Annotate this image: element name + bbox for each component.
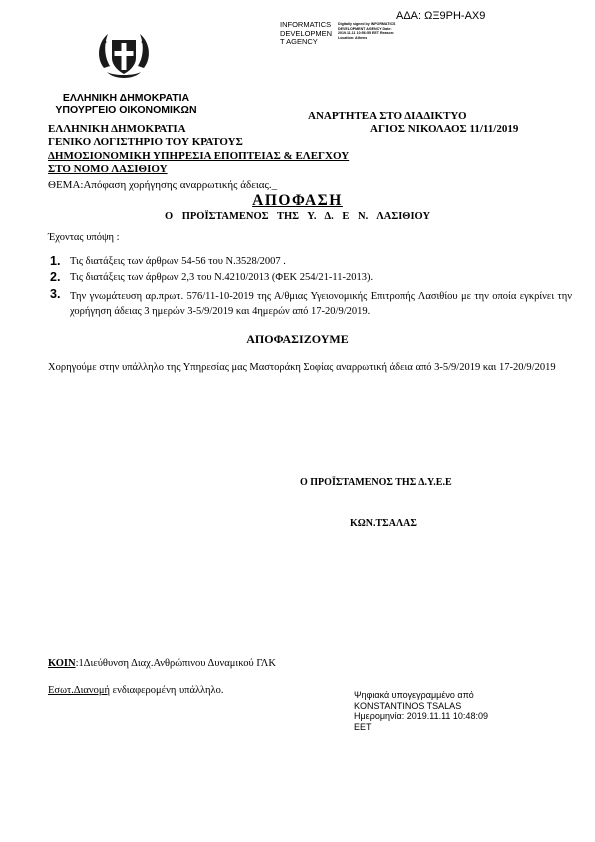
idg-signature-microtext: Digitally signed by INFORMATICS DEVELOPMENT AGENCY Date: 2019.11.11 10:56:55 EET Reason: Location: Athens xyxy=(338,22,396,40)
ada-code: ΑΔΑ: ΩΞ9ΡΗ-ΑΧ9 xyxy=(396,10,486,22)
internal-distribution-label: Εσωτ.Διανομή xyxy=(48,685,111,696)
posted-online-note: ΑΝΑΡΤΗΤΕΑ ΣΤΟ ΔΙΑΔΙΚΤΥΟ xyxy=(308,110,467,122)
head-signature-title: Ο ΠΡΟΪΣΤΑΜΕΝΟΣ ΤΗΣ Δ.Υ.Ε.Ε xyxy=(300,477,452,488)
emblem-caption xyxy=(44,92,208,116)
internal-distribution-line xyxy=(48,685,224,696)
head-title: Ο ΠΡΟΪΣΤΑΜΕΝΟΣ ΤΗΣ Υ. Δ. Ε Ν. ΛΑΣΙΘΙΟΥ xyxy=(164,211,431,222)
letterhead xyxy=(48,123,349,176)
having-regard-label: Έχοντας υπόψη : xyxy=(48,232,120,243)
letterhead-line: ΓΕΝΙΚΟ ΛΟΓΙΣΤΗΡΙΟ ΤΟΥ ΚΡΑΤΟΥΣ xyxy=(48,136,243,149)
digital-signature-line: Ημερομηνία: 2019.11.11 10:48:09 xyxy=(354,711,488,721)
consideration-text: Τις διατάξεις των άρθρων 2,3 του Ν.4210/2013 (ΦΕΚ 254/21-11-2013). xyxy=(70,272,374,283)
koin-line xyxy=(48,658,276,669)
decision-body: Χορηγούμε στην υπάλληλο της Υπηρεσίας μας Μαστοράκη Σοφίας αναρρωτική άδεια από 3-5/9/2019 και 17-20/9/2019 xyxy=(48,362,556,373)
consideration-number: 2. xyxy=(50,270,61,284)
place-date: ΑΓΙΟΣ ΝΙΚΟΛΑΟΣ 11/11/2019 xyxy=(370,123,519,135)
digital-signature-line: EET xyxy=(354,721,372,732)
digital-signature-line: KONSTANTINOS TSALAS xyxy=(354,700,462,711)
koin-label: ΚΟΙΝ xyxy=(48,658,76,669)
digital-signature-block xyxy=(354,690,488,732)
idg-line: INFORMATICS xyxy=(280,20,332,29)
idg-stamp-label xyxy=(280,21,332,47)
digital-signature-line: Ψηφιακά υπογεγραμμένο από xyxy=(354,690,474,700)
consideration-text: Την γνωμάτευση αρ.πρωτ. 576/11-10-2019 της Α/θμιας Υγειονομικής Επιτροπής Λασιθίου με την οποία εγκρίνει την χορήγηση άδειας 3 ημερών 3-5/9/2019 και 4ημερών από 17-20/9/2019. xyxy=(70,291,572,317)
subject-line: ΘΕΜΑ:Απόφαση χορήγησης αναρρωτικής άδειας._ xyxy=(48,179,278,191)
decision-title: ΑΠΟΦΑΣΗ xyxy=(252,192,343,209)
consideration-text: Τις διατάξεις των άρθρων 54-56 του Ν.3528/2007 . xyxy=(70,256,286,267)
internal-distribution-text: ενδιαφερομένη υπάλληλο. xyxy=(110,685,224,696)
idg-line: T AGENCY xyxy=(280,37,318,46)
letterhead-line: ΔΗΜΟΣΙΟΝΟΜΙΚΗ ΥΠΗΡΕΣΙΑ ΕΠΟΠΤΕΙΑΣ & ΕΛΕΓΧΟΥ xyxy=(48,149,350,162)
consideration-number: 1. xyxy=(50,254,61,268)
letterhead-line: ΣΤΟ ΝΟΜΟ ΛΑΣΙΘΙΟΥ xyxy=(48,162,168,175)
idg-line: DEVELOPMEN xyxy=(280,28,333,38)
greek-coat-of-arms-icon xyxy=(94,28,154,88)
emblem-caption-line: ΕΛΛΗΝΙΚΗ ΔΗΜΟΚΡΑΤΙΑ xyxy=(62,92,190,104)
emblem-caption-line: ΥΠΟΥΡΓΕΙΟ ΟΙΚΟΝΟΜΙΚΩΝ xyxy=(55,104,197,116)
we-decide-heading: ΑΠΟΦΑΣΙΖΟΥΜΕ xyxy=(246,332,349,346)
consideration-number: 3. xyxy=(50,287,61,301)
letterhead-line: ΕΛΛΗΝΙΚΗ ΔΗΜΟΚΡΑΤΙΑ xyxy=(48,123,186,135)
koin-text: :1Διεύθυνση Διαχ.Ανθρώπινου Δυναμικού ΓΛΚ xyxy=(75,658,276,669)
signer-name: ΚΩΝ.ΤΣΑΛΑΣ xyxy=(350,518,417,529)
